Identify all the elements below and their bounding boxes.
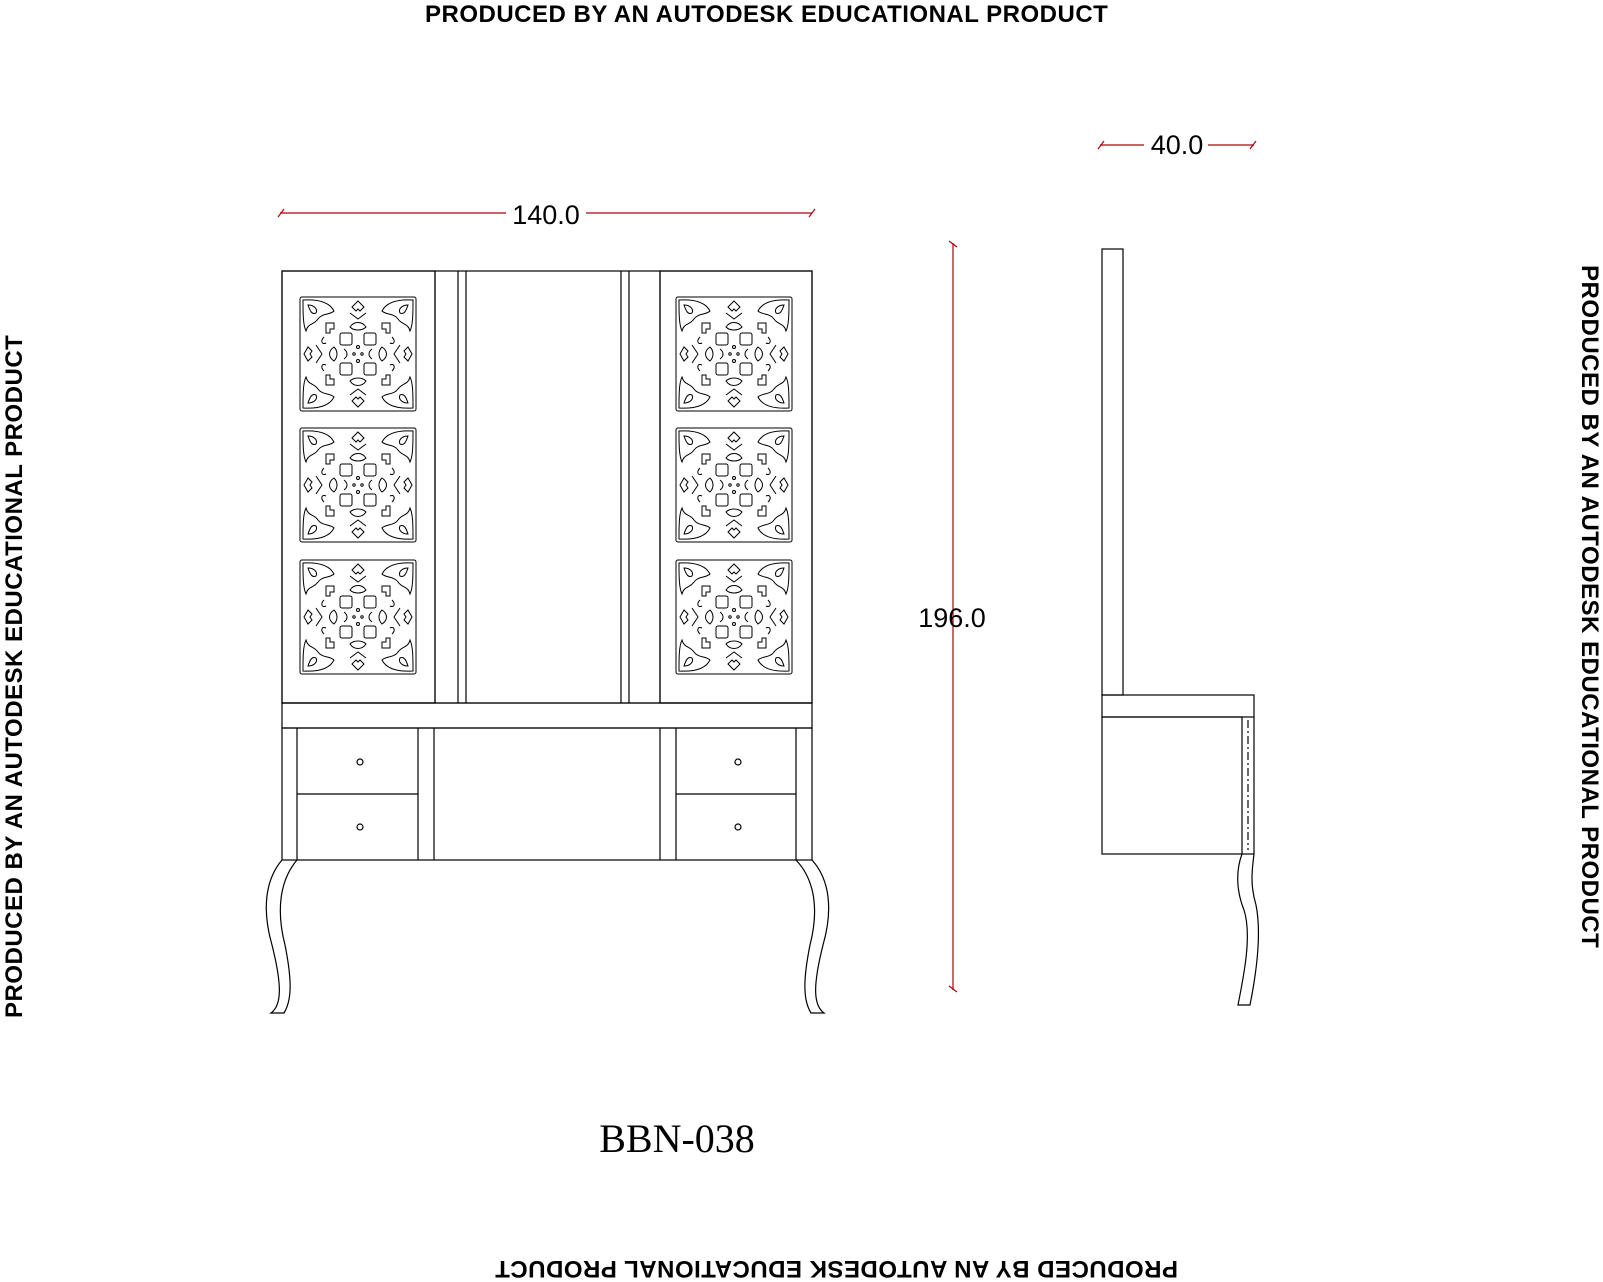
right-door bbox=[660, 271, 812, 703]
ornament-panel bbox=[676, 297, 792, 411]
ornament-panel bbox=[300, 297, 416, 411]
ornament-panel bbox=[676, 428, 792, 542]
dimension-depth bbox=[1098, 130, 1256, 160]
front-view bbox=[266, 271, 828, 1013]
upper-cabinet-frame bbox=[282, 271, 812, 703]
right-leg bbox=[796, 860, 829, 1013]
drawer-knob bbox=[357, 759, 363, 765]
side-back-panel bbox=[1102, 249, 1123, 695]
depth-label: 40.0 bbox=[1150, 130, 1204, 160]
watermark-left: PRODUCED BY AN AUTODESK EDUCATIONAL PRODUCT bbox=[1, 334, 28, 1018]
left-leg bbox=[266, 860, 297, 1013]
side-view bbox=[1102, 249, 1258, 1005]
model-code: BBN-038 bbox=[599, 1116, 755, 1161]
side-countertop bbox=[1102, 695, 1254, 717]
watermark-right: PRODUCED BY AN AUTODESK EDUCATIONAL PRODUCT bbox=[1576, 265, 1603, 949]
drawer-knob bbox=[357, 824, 363, 830]
countertop bbox=[282, 703, 812, 728]
watermark-top: PRODUCED BY AN AUTODESK EDUCATIONAL PRODUCT bbox=[425, 1, 1109, 28]
ornament-panel bbox=[300, 560, 416, 674]
dimension-width bbox=[278, 198, 815, 230]
drawer-knob bbox=[735, 824, 741, 830]
watermark-bottom: PRODUCED BY AN AUTODESK EDUCATIONAL PRODUCT bbox=[494, 1255, 1178, 1282]
height-label: 196.0 bbox=[918, 603, 986, 633]
width-label: 140.0 bbox=[512, 200, 580, 230]
side-base bbox=[1102, 717, 1242, 854]
ornament-panel bbox=[676, 560, 792, 674]
dimension-height bbox=[918, 241, 986, 992]
drawer-knob bbox=[735, 759, 741, 765]
side-leg bbox=[1238, 854, 1259, 1005]
ornament-panel bbox=[300, 428, 416, 542]
